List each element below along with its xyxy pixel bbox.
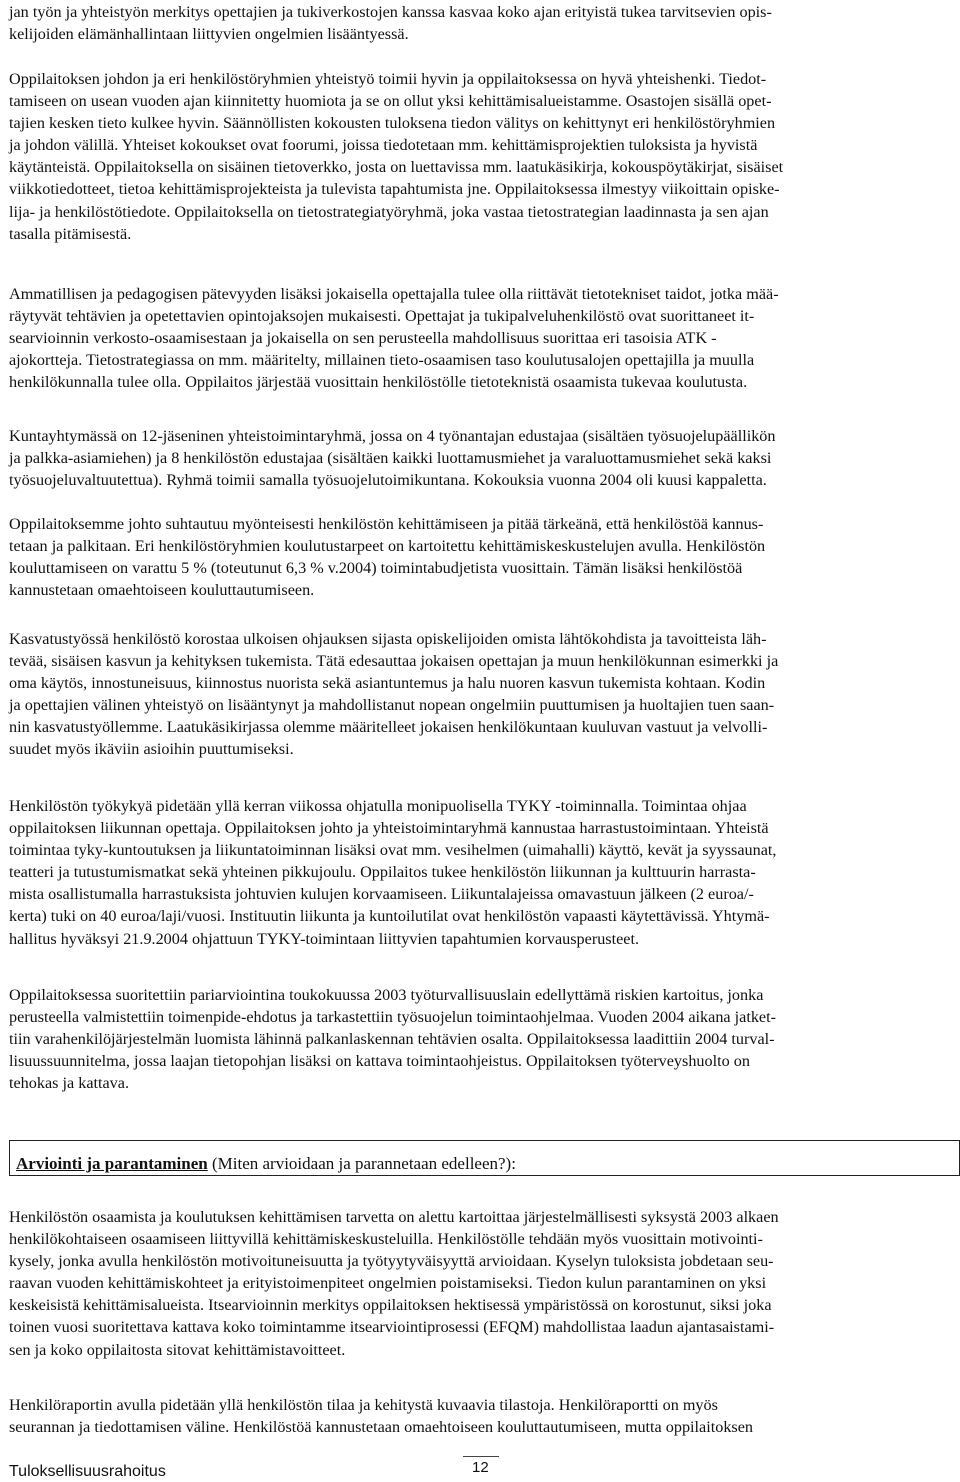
- page-number: 12: [472, 1459, 489, 1476]
- section-heading-subtitle: (Miten arvioidaan ja parannetaan edelleen?):: [207, 1154, 516, 1173]
- footer-rule: [463, 1456, 499, 1457]
- paragraph: Oppilaitoksemme johto suhtautuu myönteisesti henkilöstön kehittämiseen ja pitää tärkeänä, että henkilöstöä kannus- tetaan ja palkitaan. Eri henkilöstöryhmien koulutustarpeet on kartoitettu kehittämiskeskustelujen avulla. Henkilöstön kouluttamiseen on varattu 5 % (toteutunut 6,3 % v.2004) toimintabudjetista vuosittain. Tämän lisäksi henkilöstöä kannustetaan omaehtoiseen kouluttautumiseen.: [9, 515, 766, 600]
- paragraph: jan työn ja yhteistyön merkitys opettajien ja tukiverkostojen kanssa kasvaa koko ajan erityistä tukea tarvitsevien opis- kelijoiden elämänhallintaan liittyvien ongelmien lisääntyessä.: [9, 3, 772, 44]
- section-heading: [16, 1154, 516, 1174]
- paragraph: Oppilaitoksen johdon ja eri henkilöstöryhmien yhteistyö toimii hyvin ja oppilaitoksessa on hyvä yhteishenki. Tiedot- tamiseen on usean vuoden ajan kiinnitetty huomiota ja se on ollut yksi kehittämisalueistamme. Osastojen sisällä opet- tajien kesken tieto kulkee hyvin. Säännöllisten kokousten tuloksena tiedon välitys on kehittynyt eri henkilöstöryhmien ja johdon välillä. Yhteiset kokoukset ovat foorumi, joissa tiedotetaan mm. kehittämisprojektien tuloksista ja hyvistä käytänteistä. Oppilaitoksella on sisäinen tietoverkko, josta on luettavissa mm. laatukäsikirja, kokouspöytäkirjat, sisäiset viikkotiedotteet, tietoa kehittämisprojekteista ja tulevista tapahtumista jne. Oppilaitoksessa ilmestyy viikoittain opiske- lija- ja henkilöstötiedote. Oppilaitoksella on tietostrategiatyöryhmä, joka vastaa tietostrategian laadinnasta ja sen ajan tasalla pitämisestä.: [9, 70, 784, 243]
- section-heading-title: Arviointi ja parantaminen: [16, 1154, 208, 1173]
- paragraph: Ammatillisen ja pedagogisen pätevyyden lisäksi jokaisella opettajalla tulee olla riittävät tietotekniset taidot, jotka mää- räytyvät tehtävien ja opetettavien opintojaksojen mukaisesti. Opettajat ja tukipalveluhenkilöstö ovat suorittaneet it- searvioinnin verkosto-osaamisestaan ja jokaisella on sen perusteella mahdollisuus suorittaa eri tasoisia ATK - ajokortteja. Tietostrategiassa on mm. määritelty, millainen tieto-osaamisen taso koulutusalojen opettajilla ja muulla henkilökunnalla tulee olla. Oppilaitos järjestää vuosittain henkilöstölle tietoteknistä osaamista tukevaa koulutusta.: [9, 285, 779, 392]
- footer-title: Tuloksellisuusrahoitus: [9, 1463, 166, 1480]
- paragraph: Oppilaitoksessa suoritettiin pariarviointina toukokuussa 2003 työturvallisuuslain edellyttämä riskien kartoitus, jonka perusteella valmistettiin toimenpide-ehdotus ja tarkastettiin työsuojelun toimintaohjelmaa. Vuoden 2004 aikana jatket- tiin varahenkilöjärjestelmän luomista lähinnä palkanlaskennan tehtävien osalta. Oppilaitoksessa laadittiin 2004 turval- lisuussuunnitelma, jossa laajan tietopohjan lisäksi on kattava toimintaohjeistus. Oppilaitoksen työterveyshuolto on tehokas ja kattava.: [9, 986, 776, 1093]
- paragraph: Kasvatustyössä henkilöstö korostaa ulkoisen ohjauksen sijasta opiskelijoiden omista lähtökohdista ja tavoitteista läh- tevää, sisäisen kasvun ja kehityksen tukemista. Tätä edesauttaa jokaisen opettajan ja muun henkilökunnan esimerkki ja oma käytös, innostuneisuus, kiinnostus nuorista sekä asiantuntemus ja halu nuoren kasvun tukemista kohtaan. Kodin ja opettajien välinen yhteistyö on lisääntynyt ja mahdollistanut nopean ongelmiin puuttumisen ja huoltajien tuen saan- nin kasvatustyöllemme. Laatukäsikirjassa olemme määritelleet jokaisen henkilökuntaan kuuluvan vastuut ja velvolli- suudet myös ikäviin asioihin puuttumiseksi.: [9, 630, 779, 759]
- paragraph: Henkilöstön osaamista ja koulutuksen kehittämisen tarvetta on alettu kartoittaa järjestelmällisesti syksystä 2003 alkaen henkilökohtaiseen osaamiseen liittyvillä kehittämiskeskusteluilla. Henkilöstölle tehdään myös vuosittain motivointi- kysely, jonka avulla henkilöstön motivoituneisuutta ja työtyytyväisyyttä arvioidaan. Kyselyn tuloksista jobdetaan seu- raavan vuoden kehittämiskohteet ja erityistoimenpiteet ongelmien poistamiseksi. Tiedon kulun parantaminen on yksi keskeisistä kehittämisalueista. Itsearvioinnin merkitys oppilaitoksen hektisessä ympäristössä on korostunut, siksi joka toinen vuosi suoritettava kattava koko toimintamme itsearviointiprosessi (EFQM) mahdollistaa laadun ajantasaistami- sen ja koko oppilaitosta sitovat kehittämistavoitteet.: [9, 1208, 779, 1359]
- paragraph: Henkilöstön työkykyä pidetään yllä kerran viikossa ohjatulla monipuolisella TYKY -toiminnalla. Toimintaa ohjaa oppilaitoksen liikunnan opettaja. Oppilaitoksen johto ja yhteistoimintaryhmä kannustaa harrastustoimintaan. Yhteistä toimintaa tyky-kuntoutuksen ja liikuntatoiminnan lisäksi ovat mm. vesihelmen (uimahalli) käyttö, kevät ja syyssaunat, teatteri ja tutustumismatkat sekä yhteinen pikkujoulu. Oppilaitos tukee henkilöstön liikunnan ja kulttuurin harrasta- mista osallistumalla harrastuksista johtuvien kulujen korvaamiseen. Liikuntalajeissa omavastuun jälkeen (2 euroa/- kerta) tuki on 40 euroa/laji/vuosi. Instituutin liikunta ja kuntoilutilat ovat henkilöstön vapaasti käytettävissä. Yhtymä- hallitus hyväksyi 21.9.2004 ohjattuun TYKY-toimintaan liittyvien tapahtumien korvausperusteet.: [9, 797, 777, 948]
- paragraph: Kuntayhtymässä on 12-jäseninen yhteistoimintaryhmä, jossa on 4 työnantajan edustajaa (sisältäen työsuojelupäällikön ja palkka-asiamiehen) ja 8 henkilöstön edustajaa (sisältäen kaikki luottamusmiehet ja varaluottamusmiehet sekä kaksi työsuojeluvaltuutettua). Ryhmä toimii samalla työsuojelutoimikuntana. Kokouksia vuonna 2004 oli kuusi kappaletta.: [9, 427, 776, 490]
- paragraph: Henkilöraportin avulla pidetään yllä henkilöstön tilaa ja kehitystä kuvaavia tilastoja. Henkilöraportti on myös seurannan ja tiedottamisen väline. Henkilöstöä kannustetaan omaehtoiseen kouluttautumiseen, mutta oppilaitoksen: [9, 1396, 753, 1437]
